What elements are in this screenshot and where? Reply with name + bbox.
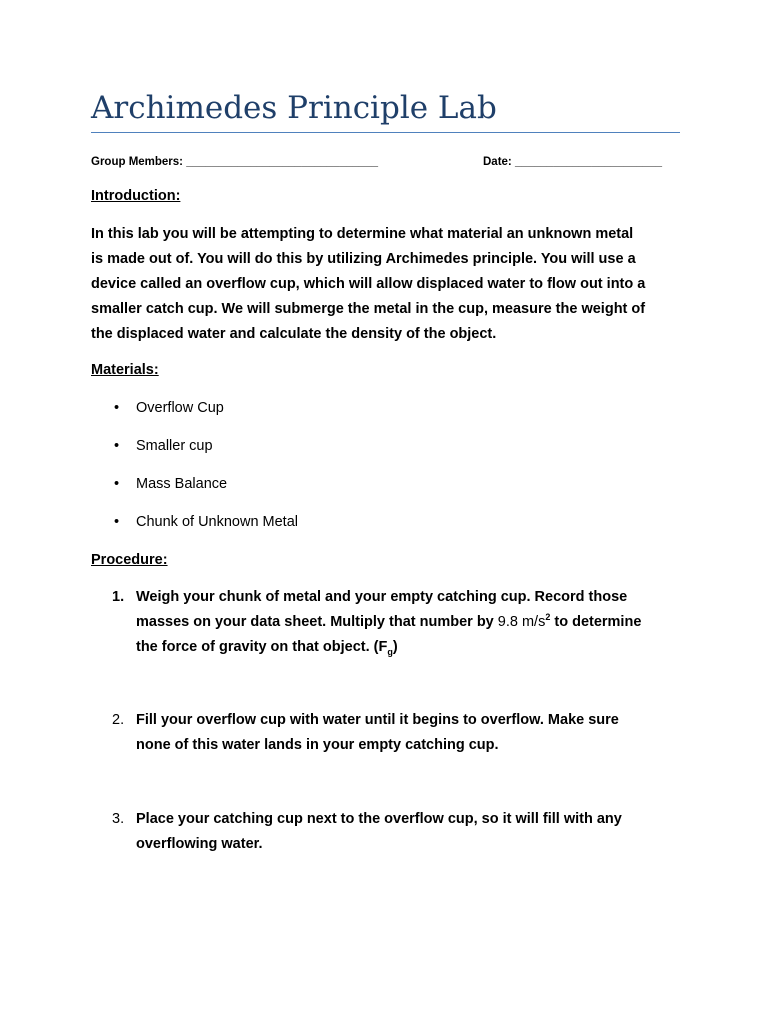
- introduction-heading: Introduction:: [91, 188, 181, 204]
- step-line: Fill your overflow cup with water until it begins to overflow. Make sure: [136, 712, 619, 728]
- date-field: Date: _______________________: [483, 156, 663, 168]
- step-line: Place your catching cup next to the overflow cup, so it will fill with any: [136, 811, 622, 827]
- step-line: [136, 635, 696, 660]
- step-number: 2.: [112, 712, 125, 728]
- page-title: Archimedes Principle Lab: [91, 90, 497, 126]
- subscript: g: [387, 646, 393, 657]
- paragraph-line: In this lab you will be attempting to determine what material an unknown metal: [91, 226, 634, 242]
- materials-heading: Materials:: [91, 362, 159, 378]
- group-members-field: Group Members: ______________________________: [91, 156, 379, 168]
- step-text-part: the force of gravity on that object. (F: [136, 639, 388, 655]
- exponent: 2: [545, 612, 551, 623]
- step-line: [136, 610, 696, 635]
- bullet-icon: •: [114, 438, 120, 454]
- step-line: none of this water lands in your empty catching cup.: [136, 737, 499, 753]
- step-text-part: masses on your data sheet. Multiply that number by: [136, 614, 498, 630]
- materials-list-item: [114, 474, 227, 494]
- paragraph-line: device called an overflow cup, which will allow displaced water to flow out into a: [91, 276, 646, 292]
- material-label: Smaller cup: [136, 438, 213, 454]
- paragraph-line: the displaced water and calculate the density of the object.: [91, 326, 497, 342]
- material-label: Mass Balance: [136, 476, 228, 492]
- step-text-part: to determine: [550, 614, 642, 630]
- procedure-heading: Procedure:: [91, 552, 168, 568]
- step-line: overflowing water.: [136, 836, 263, 852]
- bullet-icon: •: [114, 400, 120, 416]
- paragraph-line: smaller catch cup. We will submerge the metal in the cup, measure the weight of: [91, 301, 646, 317]
- material-label: Overflow Cup: [136, 400, 224, 416]
- gravity-value: 9.8 m/s: [497, 614, 546, 630]
- step-text: [136, 708, 696, 758]
- introduction-paragraph: [91, 222, 681, 347]
- bullet-icon: •: [114, 514, 120, 530]
- step-text: [136, 807, 696, 857]
- step-number: 1.: [112, 589, 125, 605]
- materials-list-item: [114, 436, 213, 456]
- step-line: Weigh your chunk of metal and your empty catching cup. Record those: [136, 589, 628, 605]
- step-text: [136, 585, 696, 660]
- material-label: Chunk of Unknown Metal: [136, 514, 298, 530]
- paragraph-line: is made out of. You will do this by utilizing Archimedes principle. You will use a: [91, 251, 636, 267]
- materials-list-item: [114, 398, 224, 418]
- title-underline: [91, 132, 680, 133]
- bullet-icon: •: [114, 476, 120, 492]
- step-number: 3.: [112, 811, 125, 827]
- materials-list-item: [114, 512, 298, 532]
- step-text-part: ): [392, 639, 398, 655]
